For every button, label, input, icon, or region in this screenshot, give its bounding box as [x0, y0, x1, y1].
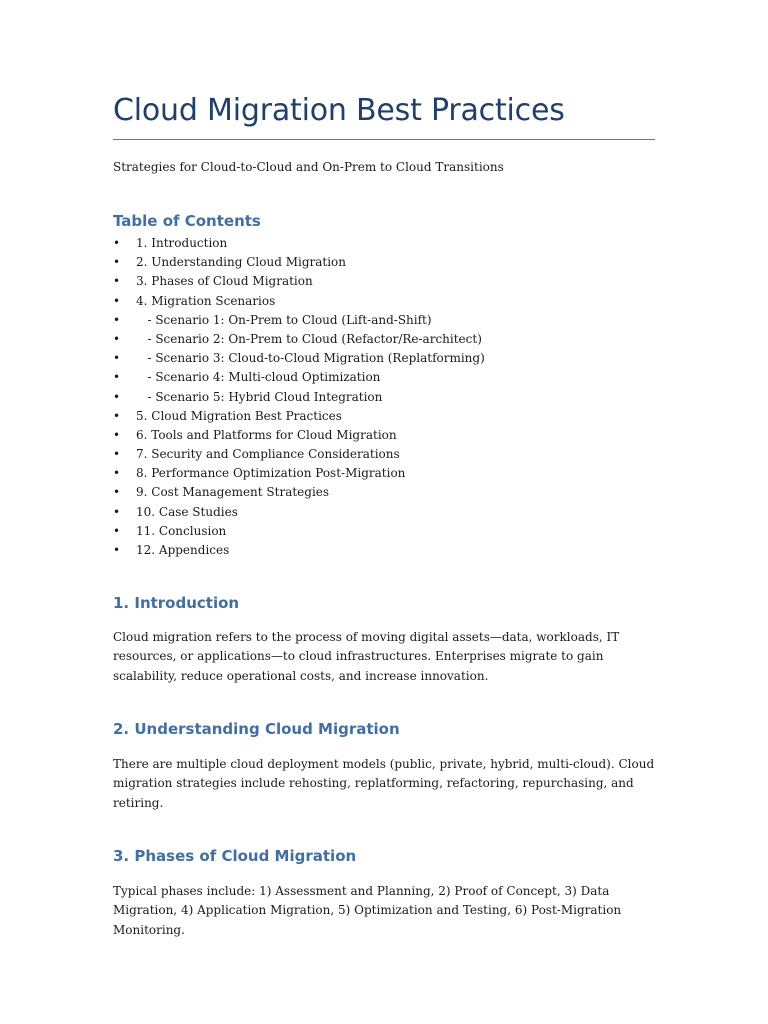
toc-item-label: 12. Appendices: [136, 543, 230, 557]
toc-item-label: 10. Case Studies: [136, 504, 238, 519]
toc-item-label: 11. Conclusion: [136, 523, 227, 538]
bullet-icon: •: [113, 447, 121, 462]
toc-item-label: 6. Tools and Platforms for Cloud Migration: [136, 427, 397, 442]
bullet-icon: •: [113, 543, 121, 557]
bullet-icon: •: [113, 351, 121, 366]
section-body-introduction: Cloud migration refers to the process of moving digital assets—data, workloads, IT resources, or applications—to cloud infrastructures. Enterprises migrate to gain scalability, reduce operational costs, and increase innovation.: [113, 630, 620, 683]
toc-item-label: - Scenario 2: On-Prem to Cloud (Refactor/Re-architect): [136, 331, 482, 346]
section-heading-introduction: 1. Introduction: [113, 594, 240, 612]
bullet-icon: •: [113, 523, 121, 538]
bullet-icon: •: [113, 236, 121, 250]
toc-item-label: 7. Security and Compliance Considerations: [136, 447, 400, 462]
toc-item-label: 1. Introduction: [136, 236, 228, 250]
toc-item-label: - Scenario 1: On-Prem to Cloud (Lift-and-Shift): [136, 312, 432, 327]
bullet-icon: •: [113, 485, 121, 500]
title-underline: [113, 139, 655, 140]
toc-heading: Table of Contents: [113, 212, 261, 230]
bullet-icon: •: [113, 331, 121, 346]
document-title: Cloud Migration Best Practices: [113, 93, 565, 128]
toc-item-label: 4. Migration Scenarios: [136, 293, 276, 308]
bullet-icon: •: [113, 466, 121, 481]
toc-item-label: 5. Cloud Migration Best Practices: [136, 408, 342, 423]
toc-item-label: 3. Phases of Cloud Migration: [136, 274, 313, 289]
toc-item-label: - Scenario 5: Hybrid Cloud Integration: [136, 389, 383, 404]
bullet-icon: •: [113, 293, 121, 308]
bullet-icon: •: [113, 427, 121, 442]
bullet-icon: •: [113, 408, 121, 423]
section-heading-understanding: 2. Understanding Cloud Migration: [113, 720, 400, 738]
bullet-icon: •: [113, 274, 121, 289]
bullet-icon: •: [113, 504, 121, 519]
toc-item-label: - Scenario 3: Cloud-to-Cloud Migration (Replatforming): [136, 351, 485, 366]
bullet-icon: •: [113, 389, 121, 404]
bullet-icon: •: [113, 370, 121, 385]
bullet-icon: •: [113, 312, 121, 327]
toc-item-label: - Scenario 4: Multi-cloud Optimization: [136, 370, 381, 385]
toc-item-label: 9. Cost Management Strategies: [136, 485, 330, 500]
section-body-phases: Typical phases include: 1) Assessment and Planning, 2) Proof of Concept, 3) Data Migration, 4) Application Migration, 5) Optimization and Testing, 6) Post-Migration Monitoring.: [113, 884, 622, 937]
bullet-icon: •: [113, 255, 121, 270]
section-heading-phases: 3. Phases of Cloud Migration: [113, 847, 357, 865]
toc-item-label: 8. Performance Optimization Post-Migration: [136, 466, 406, 481]
document-subtitle: Strategies for Cloud-to-Cloud and On-Prem to Cloud Transitions: [113, 160, 504, 174]
section-body-understanding: There are multiple cloud deployment models (public, private, hybrid, multi-cloud). Cloud migration strategies include rehosting, replatforming, refactoring, repurchasing, and retiring.: [113, 757, 655, 810]
toc-item-label: 2. Understanding Cloud Migration: [136, 255, 347, 270]
